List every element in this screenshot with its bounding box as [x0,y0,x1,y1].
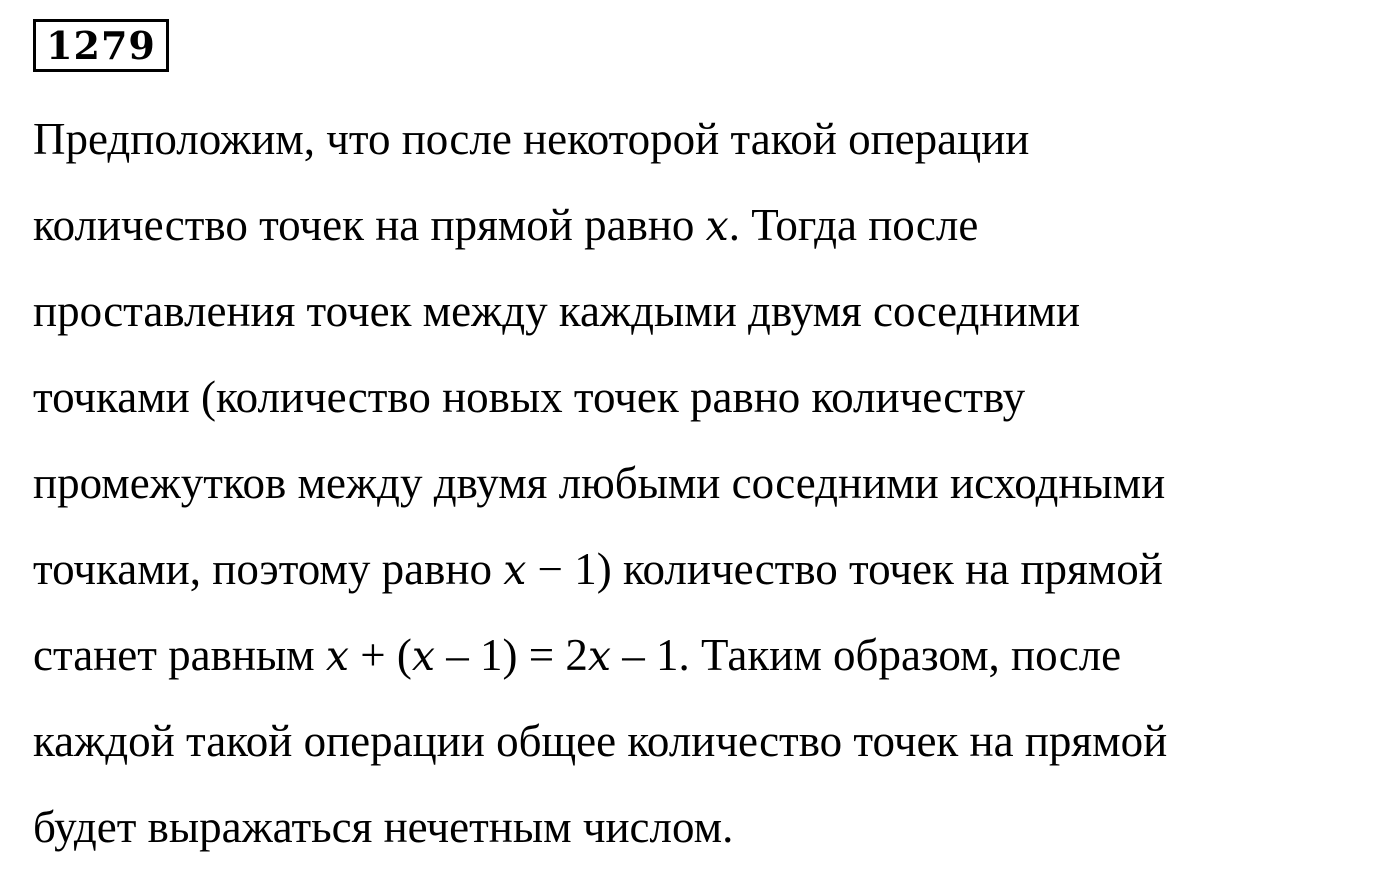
math-variable: x [411,632,436,680]
text-line-1 [33,96,1373,182]
text-segment: будет выражаться нечетным числом. [33,802,734,852]
solution-text [33,96,1373,870]
text-segment: станет равным [33,630,326,680]
text-line-3 [33,268,1373,354]
text-line-4 [33,354,1373,440]
text-segment: точками, поэтому равно [33,544,504,594]
math-variable: x [705,202,729,250]
text-line-5 [33,440,1373,526]
text-segment: − 1) количество точек на прямой [526,544,1163,594]
text-line-2 [33,182,1373,268]
math-variable: x [325,632,350,680]
math-variable: x [503,546,527,594]
text-line-9 [33,784,1373,870]
text-segment: промежутков между двумя любыми соседними исходными [33,458,1166,508]
text-line-6 [33,526,1373,612]
text-segment: – 1. Таким образом, после [611,630,1122,680]
text-segment: количество точек на прямой равно [33,200,706,250]
text-segment: . Тогда после [728,200,979,250]
math-variable: x [587,632,612,680]
text-segment: + ( [349,630,412,680]
text-segment: – 1) = 2 [435,630,588,680]
text-segment: каждой такой операции общее количество точек на прямой [33,716,1168,766]
problem-number-box: 1279 [33,19,169,72]
text-segment: проставления точек между каждыми двумя соседними [33,286,1081,336]
text-line-7 [33,612,1373,698]
text-segment: Предположим, что после некоторой такой операции [33,114,1030,164]
text-line-8 [33,698,1373,784]
text-segment: точками (количество новых точек равно количеству [33,372,1026,422]
